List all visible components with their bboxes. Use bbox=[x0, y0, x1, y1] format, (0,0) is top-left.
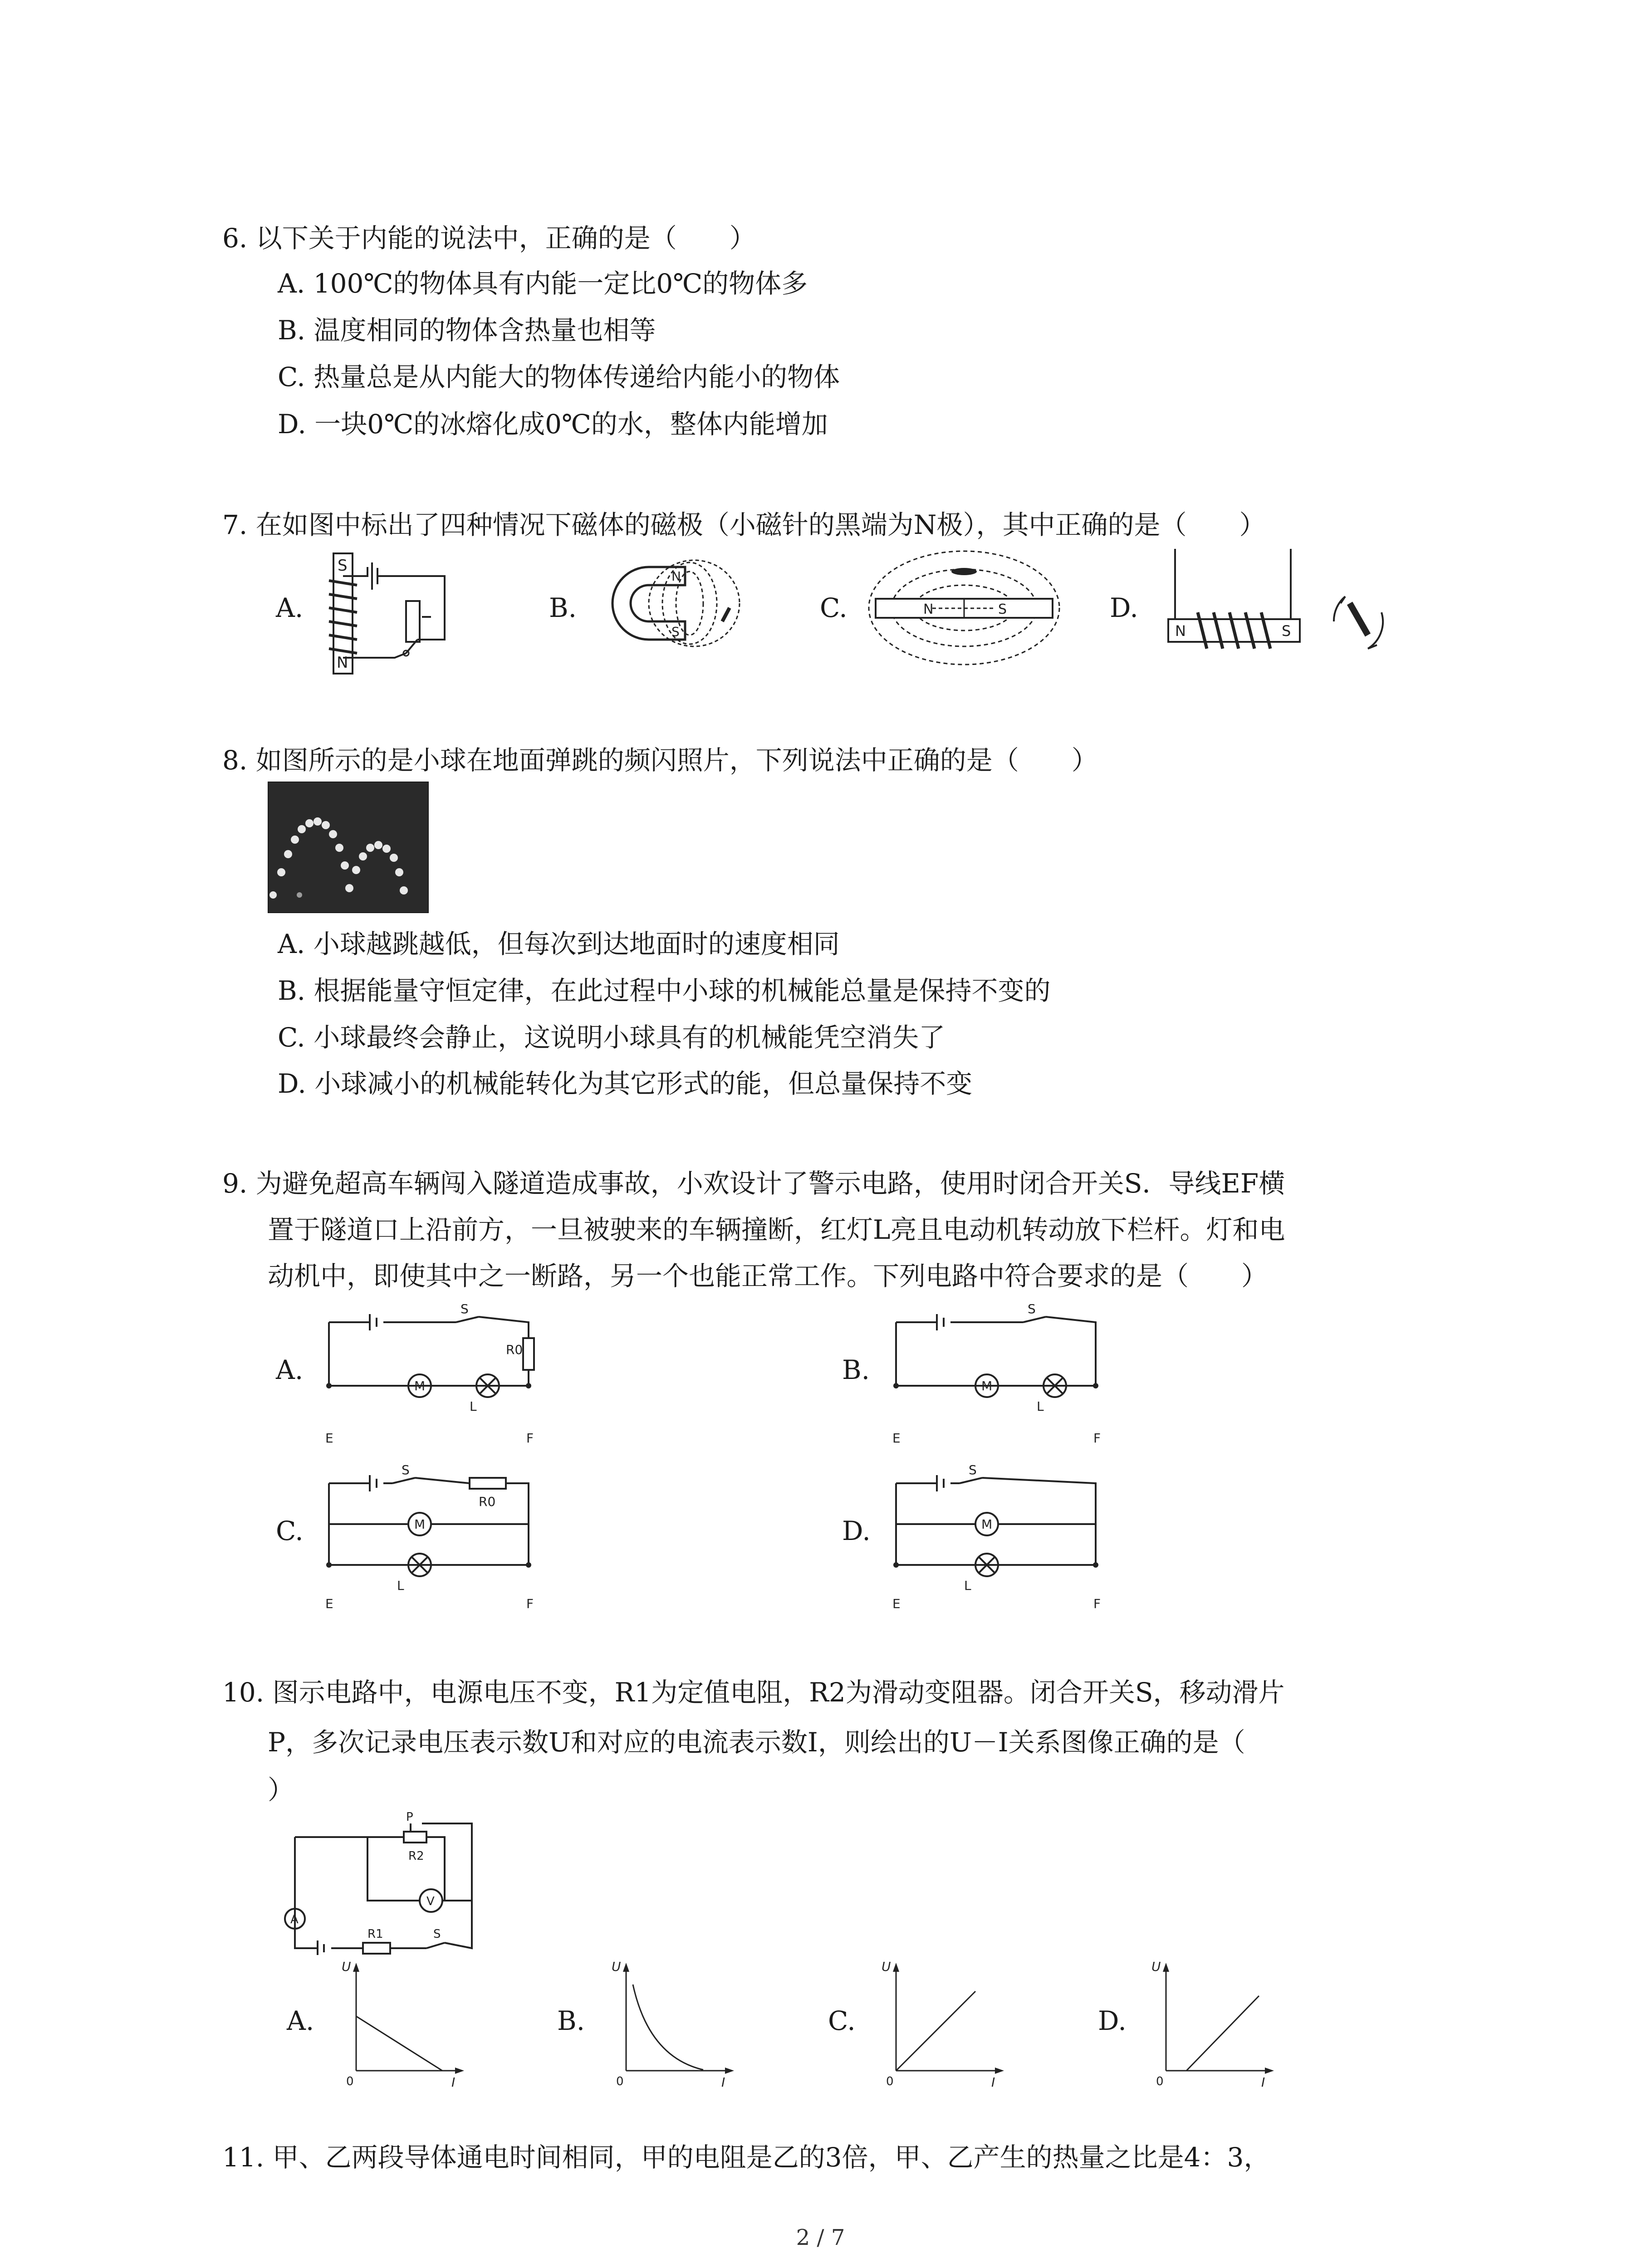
q9-line-1: 9. 为避免超高车辆闯入隧道造成事故，小欢设计了警示电路，使用时闭合开关S．导线EF横 bbox=[222, 1168, 1285, 1199]
q9-circuit-c bbox=[320, 1463, 556, 1613]
q8-option-b: B. 根据能量守恒定律，在此过程中小球的机械能总量是保持不变的 bbox=[278, 975, 1051, 1006]
svg-text:F: F bbox=[1093, 1431, 1101, 1446]
svg-text:0: 0 bbox=[1156, 2075, 1164, 2088]
svg-text:E: E bbox=[325, 1431, 333, 1446]
svg-text:R0: R0 bbox=[506, 1342, 523, 1357]
svg-text:M: M bbox=[414, 1378, 426, 1393]
svg-text:M: M bbox=[981, 1517, 993, 1532]
svg-text:N: N bbox=[923, 601, 934, 617]
q10-graph-c bbox=[878, 1953, 1014, 2089]
q10-circuit bbox=[277, 1810, 485, 1955]
q7-label-b: B. bbox=[549, 592, 577, 623]
svg-text:R0: R0 bbox=[479, 1494, 496, 1509]
q10-label-c: C. bbox=[828, 2005, 856, 2036]
q10-graph-b bbox=[608, 1953, 744, 2089]
svg-text:E: E bbox=[325, 1596, 333, 1611]
svg-text:M: M bbox=[414, 1517, 426, 1532]
svg-text:S: S bbox=[969, 1463, 977, 1477]
q6-stem: 6. 以下关于内能的说法中，正确的是（ ） bbox=[222, 223, 756, 254]
q7-label-d: D. bbox=[1110, 592, 1138, 623]
svg-text:N: N bbox=[1175, 622, 1186, 640]
q10-line-1: 10. 图示电路中，电源电压不变，R1为定值电阻，R2为滑动变阻器。闭合开关S，移动滑片 bbox=[222, 1677, 1285, 1708]
svg-text:I: I bbox=[721, 2075, 725, 2089]
bouncing-ball-photo bbox=[268, 782, 429, 913]
q7-figure-c bbox=[864, 547, 1064, 669]
svg-text:I: I bbox=[991, 2075, 995, 2089]
svg-text:S: S bbox=[1028, 1304, 1036, 1316]
svg-text:N: N bbox=[337, 654, 348, 672]
q7-label-a: A. bbox=[276, 592, 304, 623]
svg-text:I: I bbox=[1261, 2075, 1265, 2089]
q9-line-3: 动机中，即使其中之一断路，另一个也能正常工作。下列电路中符合要求的是（ ） bbox=[268, 1261, 1268, 1291]
svg-text:L: L bbox=[470, 1399, 477, 1414]
svg-text:S: S bbox=[338, 557, 348, 575]
svg-text:M: M bbox=[981, 1378, 993, 1393]
q8-option-a: A. 小球越跳越低，但每次到达地面时的速度相同 bbox=[278, 929, 840, 959]
svg-text:F: F bbox=[526, 1596, 534, 1611]
svg-text:U: U bbox=[342, 1959, 351, 1974]
q10-label-b: B. bbox=[557, 2005, 585, 2036]
q9-circuit-b bbox=[887, 1304, 1123, 1449]
q10-label-a: A. bbox=[287, 2005, 314, 2036]
svg-text:L: L bbox=[964, 1578, 971, 1593]
svg-text:E: E bbox=[892, 1596, 901, 1611]
q10-label-d: D. bbox=[1098, 2005, 1127, 2036]
svg-text:A: A bbox=[290, 1913, 299, 1926]
q10-line-2: P，多次记录电压表示数U和对应的电流表示数I，则绘出的U－I关系图像正确的是（ bbox=[268, 1727, 1245, 1758]
svg-text:P: P bbox=[406, 1810, 413, 1824]
q9-line-2: 置于隧道口上沿前方，一旦被驶来的车辆撞断，红灯L亮且电动机转动放下栏杆。灯和电 bbox=[268, 1214, 1285, 1245]
q10-graph-a bbox=[338, 1953, 474, 2089]
q9-circuit-d bbox=[887, 1463, 1123, 1613]
q7-label-c: C. bbox=[820, 592, 847, 623]
svg-text:S: S bbox=[1282, 622, 1291, 640]
q9-label-c: C. bbox=[276, 1515, 304, 1546]
svg-text:I: I bbox=[451, 2075, 456, 2089]
q10-line-3: ） bbox=[268, 1774, 294, 1805]
svg-text:S: S bbox=[671, 624, 680, 639]
q6-option-c: C. 热量总是从内能大的物体传递给内能小的物体 bbox=[278, 362, 840, 392]
svg-text:0: 0 bbox=[346, 2075, 354, 2088]
svg-text:F: F bbox=[1093, 1596, 1101, 1611]
q11-stem: 11. 甲、乙两段导体通电时间相同，甲的电阻是乙的3倍，甲、乙产生的热量之比是4：3， bbox=[222, 2142, 1270, 2173]
svg-text:U: U bbox=[1151, 1959, 1161, 1974]
q9-label-b: B. bbox=[842, 1354, 870, 1385]
svg-text:S: S bbox=[402, 1463, 410, 1477]
svg-text:0: 0 bbox=[886, 2075, 894, 2088]
svg-text:F: F bbox=[526, 1431, 534, 1446]
svg-text:S: S bbox=[460, 1304, 469, 1316]
q9-label-d: D. bbox=[842, 1515, 871, 1546]
svg-text:U: U bbox=[612, 1959, 621, 1974]
q10-graph-d bbox=[1148, 1953, 1284, 2089]
q6-option-a: A. 100℃的物体具有内能一定比0℃的物体多 bbox=[278, 268, 808, 299]
q6-option-d: D. 一块0℃的冰熔化成0℃的水，整体内能增加 bbox=[278, 409, 828, 440]
q8-option-d: D. 小球减小的机械能转化为其它形式的能，但总量保持不变 bbox=[278, 1068, 973, 1099]
svg-text:S: S bbox=[433, 1927, 441, 1941]
page-number: 2 / 7 bbox=[796, 2225, 845, 2250]
q7-figure-d bbox=[1155, 544, 1409, 676]
svg-text:R1: R1 bbox=[367, 1927, 383, 1941]
svg-text:L: L bbox=[1037, 1399, 1044, 1414]
svg-text:U: U bbox=[882, 1959, 891, 1974]
svg-text:V: V bbox=[426, 1895, 435, 1908]
svg-text:S: S bbox=[998, 601, 1007, 617]
svg-text:R2: R2 bbox=[408, 1849, 424, 1863]
q8-stem: 8. 如图所示的是小球在地面弹跳的频闪照片，下列说法中正确的是（ ） bbox=[222, 745, 1098, 776]
q7-figure-a bbox=[327, 549, 458, 676]
svg-text:N: N bbox=[671, 569, 681, 584]
q9-circuit-a bbox=[320, 1304, 556, 1449]
q6-option-b: B. 温度相同的物体含热量也相等 bbox=[278, 315, 656, 346]
q7-stem: 7. 在如图中标出了四种情况下磁体的磁极（小磁针的黑端为N极），其中正确的是（ ） bbox=[222, 509, 1266, 540]
svg-text:0: 0 bbox=[616, 2075, 624, 2088]
q9-label-a: A. bbox=[276, 1354, 304, 1385]
svg-text:L: L bbox=[397, 1578, 404, 1593]
svg-text:E: E bbox=[892, 1431, 901, 1446]
q7-figure-b bbox=[599, 558, 749, 649]
q8-option-c: C. 小球最终会静止，这说明小球具有的机械能凭空消失了 bbox=[278, 1022, 945, 1053]
